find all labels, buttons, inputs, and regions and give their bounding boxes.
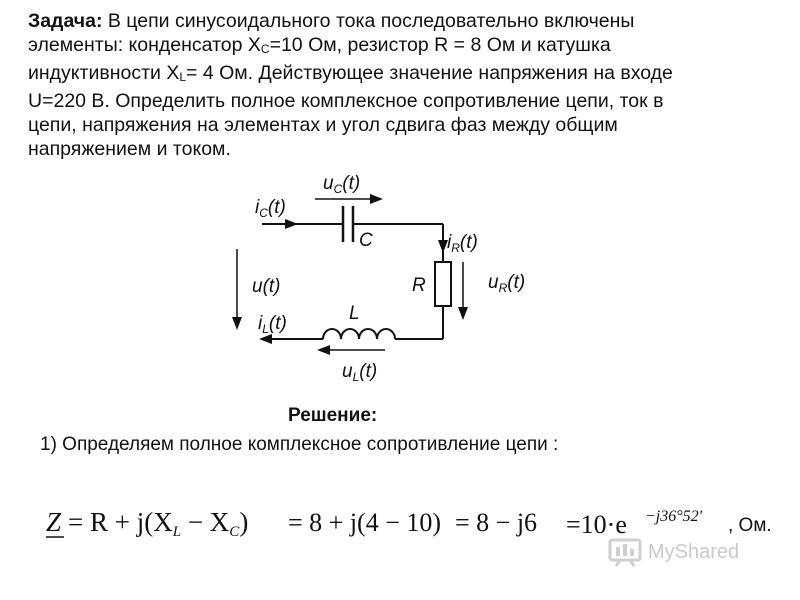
task-label: Задача:	[28, 10, 103, 32]
solution-heading: Решение:	[288, 405, 378, 426]
l-label: L	[349, 303, 360, 324]
ul-label: $u_L(t)$	[342, 361, 378, 384]
formula-z: Z	[46, 507, 62, 537]
watermark-logo-icon	[606, 537, 646, 567]
solution-step-1: 1) Определяем полное комплексное сопротивление цепи :	[40, 434, 559, 455]
ic-label: $i_C(t)$	[255, 197, 286, 220]
formula-exponent: −j36°52′	[645, 508, 703, 525]
unit-label: , Ом.	[728, 515, 772, 536]
formula-part-1: = R + j(XL − XC)	[68, 507, 249, 540]
problem-line-6: напряжением и током.	[28, 138, 231, 160]
formula-part-2: = 8 + j(4 − 10)	[288, 508, 442, 537]
r-label: R	[412, 275, 426, 296]
ir-label: $i_R(t)$	[447, 232, 478, 255]
problem-line-3: индуктивности $X_L= 4$ Ом. Действующее значение напряжения на входе	[28, 62, 673, 84]
uc-label: $u_C(t)$	[323, 173, 361, 196]
c-label: C	[359, 230, 373, 251]
problem-line-1: Задача: В цепи синусоидального тока последовательно включены	[28, 10, 635, 32]
formula-part-4: =10·e	[566, 510, 627, 539]
watermark-text: MyShared	[648, 541, 740, 563]
problem-line-2: элементы: конденсатор $X_C=10$ Ом, резистор R = 8 Ом и катушка	[28, 34, 611, 56]
u-label: u(t)	[252, 276, 281, 297]
ur-label: $u_R(t)$	[488, 272, 526, 295]
formula-part-3: = 8 − j6	[455, 508, 538, 537]
problem-line-4: U=220 В. Определить полное комплексное сопротивление цепи, ток в	[28, 90, 664, 112]
il-label: $i_L(t)$	[258, 313, 287, 336]
problem-line-5: цепи, напряжения на элементах и угол сдвига фаз между общим	[28, 114, 618, 136]
